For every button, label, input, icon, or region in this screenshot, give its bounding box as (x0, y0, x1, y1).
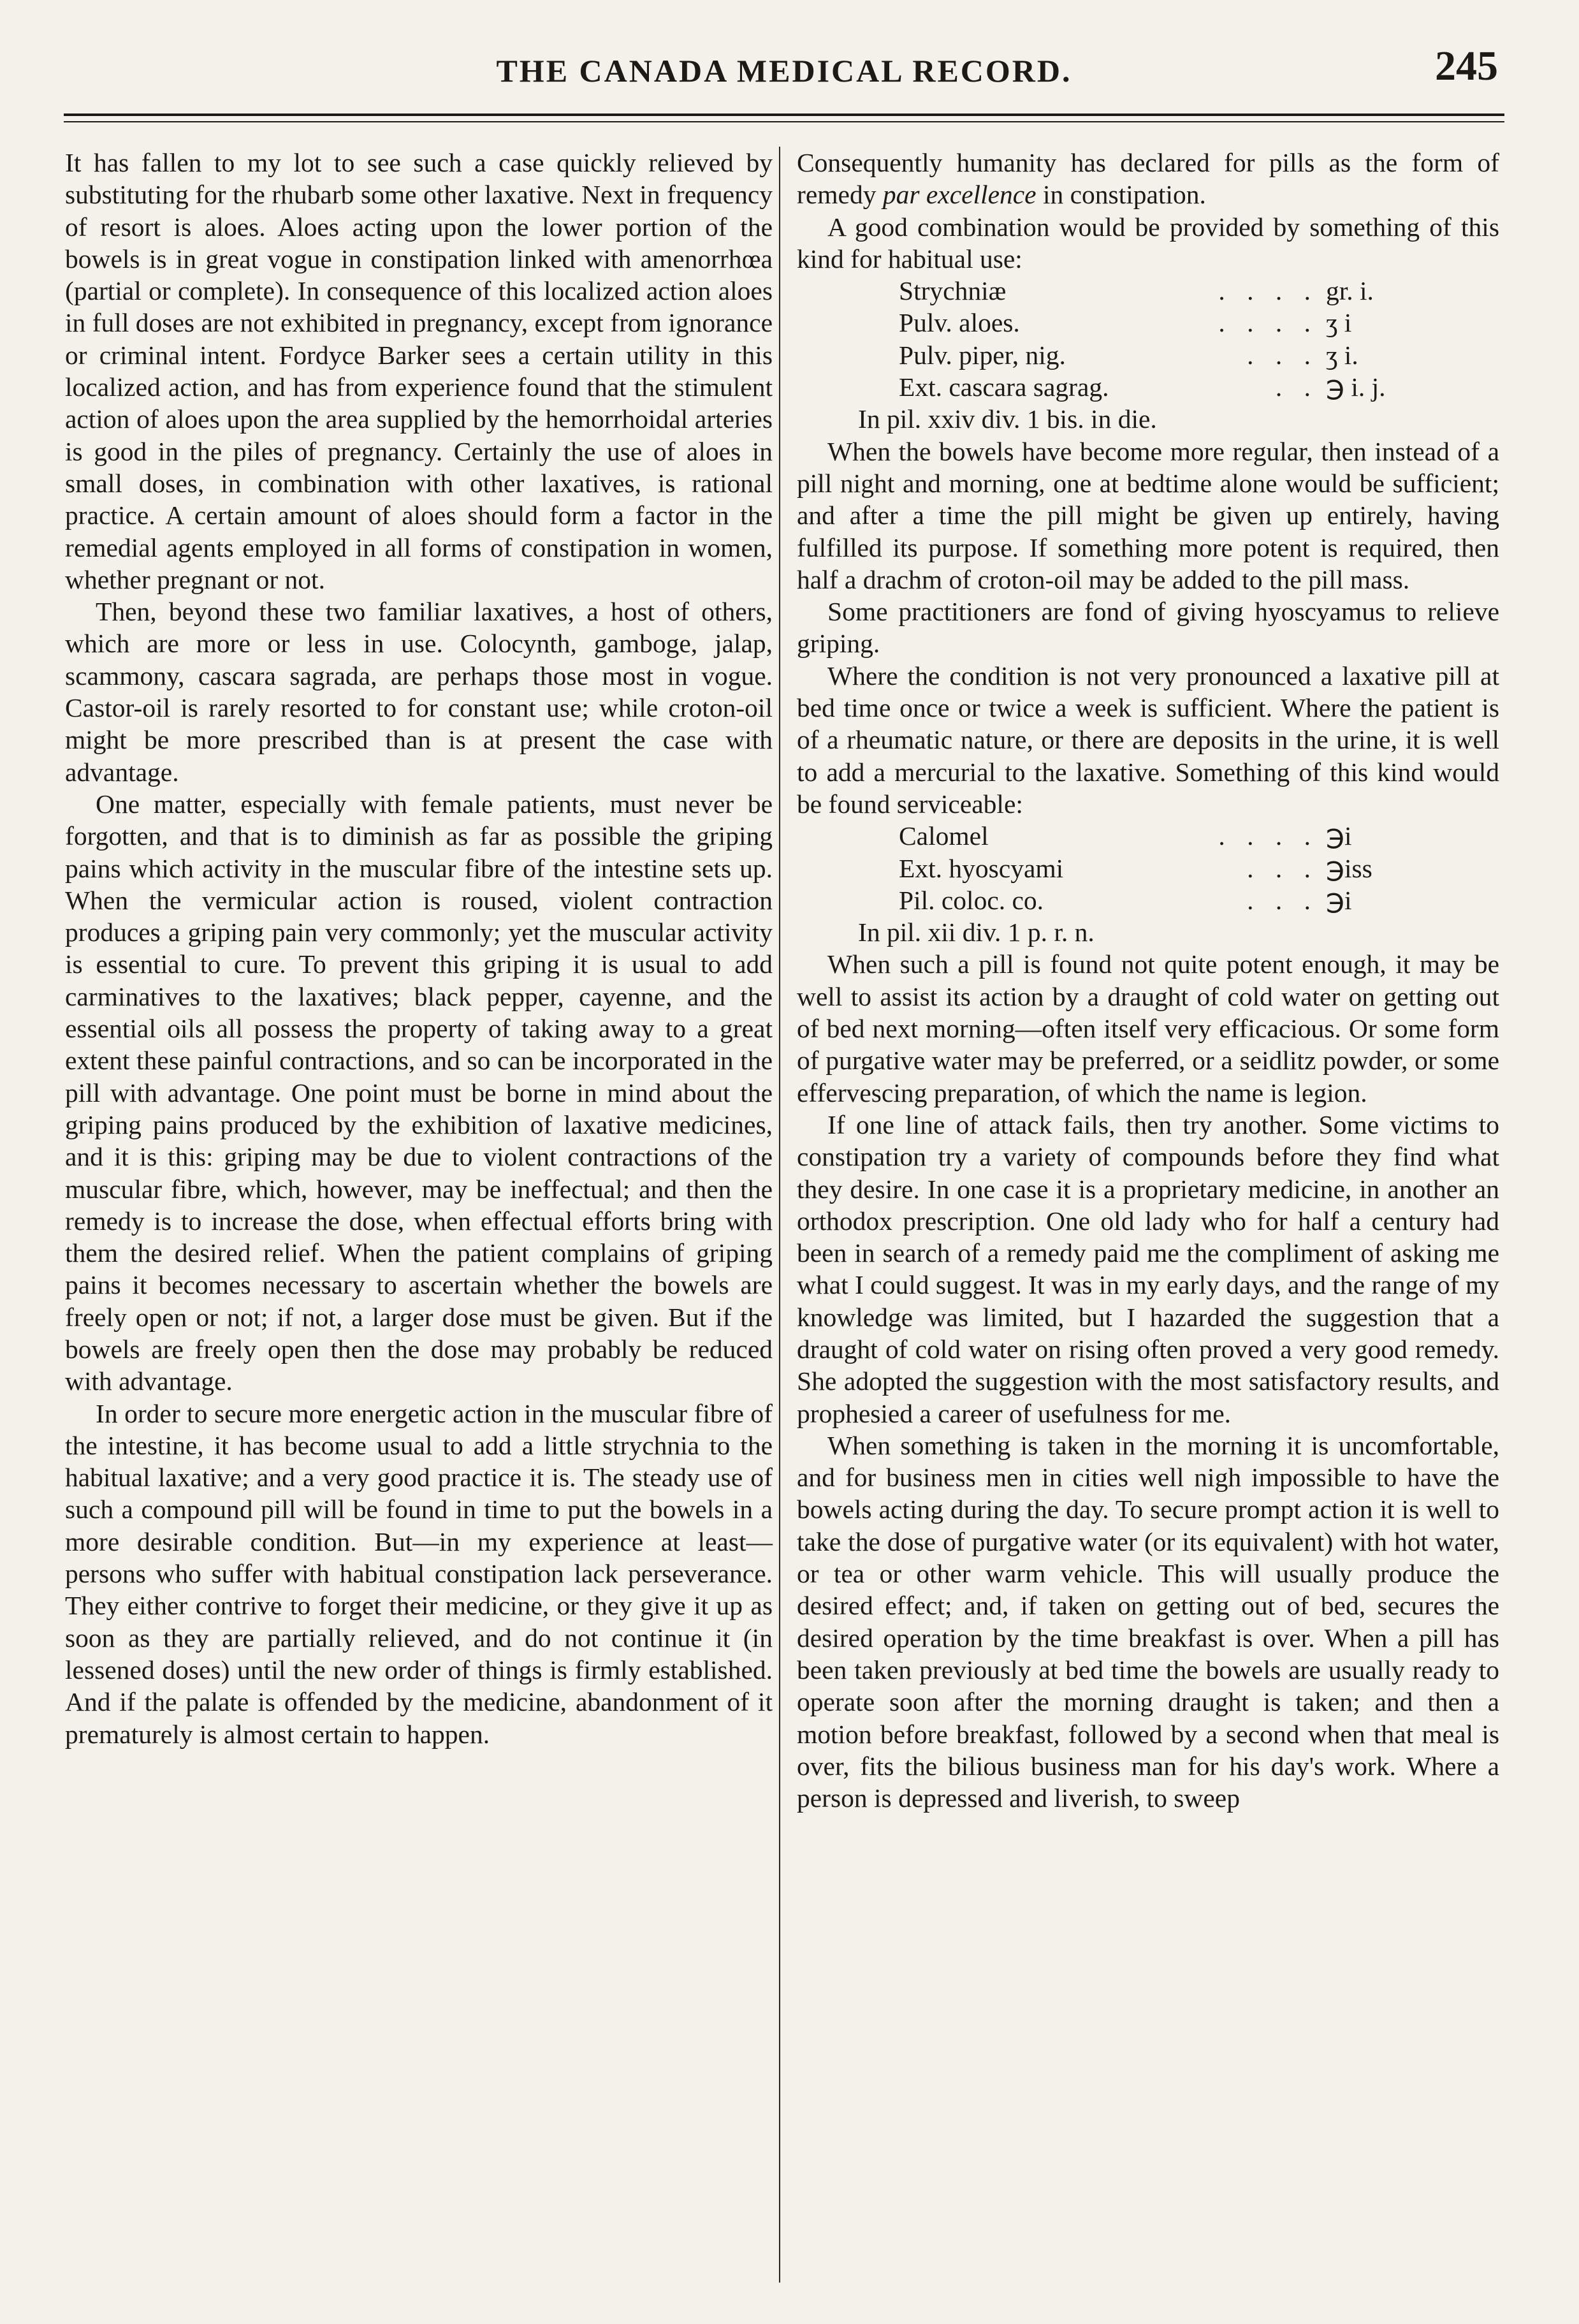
leader-dots: . . . . (1218, 276, 1318, 306)
paragraph: Where the condition is not very pronounced a laxative pill at bed time once or twice a week is sufficient. Where the patient is of a rheumatic nature, or there are deposits in the urine, it is well to add a mercurial to the laxative. Something of this kind would be found serviceable: (797, 661, 1499, 819)
drug-dose: ℈i (1326, 885, 1352, 915)
page-number: 245 (1435, 43, 1498, 89)
leader-dots: . . . (1247, 853, 1318, 883)
prescription-row (899, 371, 1422, 403)
prescription-row (899, 820, 1422, 852)
leader-dots: . . . . (1218, 821, 1318, 851)
prescription-row (899, 852, 1422, 884)
header-rule-thin (64, 121, 1504, 122)
drug-name: Strychniæ (899, 276, 1007, 306)
drug-name: Ext. hyoscyami (899, 853, 1064, 883)
paragraph-text: in constipation. (1036, 180, 1206, 210)
prescription-row (899, 307, 1422, 339)
paragraph: One matter, especially with female patients, must never be forgotten, and that is to diminish as far as possible the griping pains which activity in the muscular fibre of the intestine sets up. When the vermicular action is roused, violent contraction produces a griping pain very commonly; yet the muscular activity is essential to cure. To prevent this griping it is usual to add carminatives to the laxatives; black pepper, cayenne, and the essential oils all possess the property of taking away to a great extent these painful contractions, and so can be incorporated in the pill with advantage. One point must be borne in mind about the griping pains produced by the exhibition of laxative medicines, and it is this: griping may be due to violent contractions of the muscular fibre, which, however, may be ineffectual; and then the remedy is to increase the dose, when effectual efforts bring with them the desired relief. When the patient complains of griping pains it becomes necessary to ascertain whether the bowels are freely open or not; if not, a larger dose must be given. But if the bowels are freely open then the dose may probably be reduced with advantage. (65, 789, 773, 1396)
prescription-directions: In pil. xii div. 1 p. r. n. (858, 917, 1095, 947)
column-divider (779, 147, 780, 2283)
drug-dose: ʒ i (1326, 308, 1352, 338)
leader-dots: . . . . (1218, 308, 1318, 338)
paragraph: In order to secure more energetic action in the muscular fibre of the intestine, it has become usual to add a little strychnia to the habitual laxative; and a very good practice it is. The steady use of such a compound pill will be found in time to put the bowels in a more desirable condition. But—in my experience at least—persons who suffer with habitual constipation lack perseverance. They either contrive to forget their medicine, or they give it up as soon as they are partially relieved, and do not continue it (in lessened doses) until the new order of things is firmly established. And if the palate is offended by the medicine, abandonment of it prematurely is almost certain to happen. (65, 1398, 773, 1749)
drug-dose: ℈i (1326, 821, 1352, 851)
paragraph: If one line of attack fails, then try another. Some victims to constipation try a variety of compounds before they find what they desire. In one case it is a proprietary medicine, in another an orthodox prescription. One old lady who for half a century had been in search of a remedy paid me the compliment of asking me what I could suggest. It was in my early days, and the range of my knowledge was limited, but I hazarded the suggestion that a draught of cold water on rising often proved a very good remedy. She adopted the suggestion with the most satisfactory results, and prophesied a career of usefulness for me. (797, 1109, 1499, 1428)
prescription-row (899, 339, 1422, 371)
running-title: THE CANADA MEDICAL RECORD. (496, 53, 1072, 89)
drug-name: Pil. coloc. co. (899, 885, 1044, 915)
prescription-directions: In pil. xxiv div. 1 bis. in die. (858, 404, 1157, 434)
header-rule (64, 113, 1504, 116)
italic-phrase: par excellence (882, 180, 1037, 210)
prescription-2 (797, 820, 1499, 916)
paragraph (797, 147, 1499, 211)
drug-dose: gr. i. (1326, 276, 1374, 306)
paragraph: When the bowels have become more regular, then instead of a pill night and morning, one at bedtime alone would be sufficient; and after a time the pill might be given up entirely, having fulfilled its purpose. If something more potent is required, then half a drachm of croton-oil may be added to the pill mass. (797, 436, 1499, 594)
leader-dots: . . . (1247, 885, 1318, 915)
paragraph: When such a pill is found not quite potent enough, it may be well to assist its action by a draught of cold water on getting out of bed next morning—often itself very efficacious. Or some form of purgative water may be preferred, or a seidlitz powder, or some effervescing preparation, of which the name is legion. (797, 949, 1499, 1107)
page-header (57, 38, 1511, 108)
paragraph: When something is taken in the morning it is uncomfortable, and for business men in cities well nigh impossible to have the bowels acting during the day. To secure prompt action it is well to take the dose of purgative water (or its equivalent) with hot water, or tea or other warm vehicle. This will usually produce the desired effect; and, if taken on getting out of bed, secures the desired operation by the time breakfast is over. When a pill has been taken previously at bed time the bowels are usually ready to operate soon after the morning draught is taken; and then a motion before breakfast, followed by a second when that meal is over, fits the bilious business man for his day's work. Where a person is depressed and liverish, to sweep (797, 1430, 1499, 1813)
drug-name: Ext. cascara sagrag. (899, 372, 1109, 402)
drug-name: Pulv. aloes. (899, 308, 1020, 338)
paragraph: Some practitioners are fond of giving hyoscyamus to relieve griping. (797, 597, 1499, 659)
paragraph-text: Consequently humanity has declared for pills as the form of remedy (797, 148, 1499, 210)
paragraph: A good combination would be provided by something of this kind for habitual use: (797, 212, 1499, 274)
drug-dose: ʒ i. (1326, 340, 1358, 370)
paragraph: It has fallen to my lot to see such a case quickly relieved by substituting for the rhubarb some other laxative. Next in frequency of resort is aloes. Aloes acting upon the lower portion of the bowels is in great vogue in constipation linked with amenorrhœa (partial or complete). In consequence of this localized action aloes in full doses are not exhibited in pregnancy, except from ignorance or criminal intent. Fordyce Barker sees a certain utility in this localized action, and has from experience found that the stimulent action of aloes upon the area supplied by the hemorrhoidal arteries is good in the piles of pregnancy. Certainly the use of aloes in small doses, in combination with other laxatives, is rational practice. A certain amount of aloes should form a factor in the remedial agents employed in all forms of constipation in women, whether pregnant or not. (65, 148, 773, 594)
drug-name: Calomel (899, 821, 989, 851)
leader-dots: . . (1275, 372, 1318, 402)
prescription-row (899, 884, 1422, 916)
drug-dose: ℈ i. j. (1326, 372, 1386, 402)
paragraph: Then, beyond these two familiar laxatives, a host of others, which are more or less in use. Colocynth, gamboge, jalap, scammony, cascara sagrada, are perhaps those most in vogue. Castor-oil is rarely resorted to for constant use; while croton-oil might be more prescribed than is at present the case with advantage. (65, 597, 773, 787)
left-column (65, 147, 773, 1750)
prescription-1 (797, 275, 1499, 403)
drug-name: Pulv. piper, nig. (899, 340, 1066, 370)
drug-dose: ℈iss (1326, 853, 1372, 883)
prescription-row (899, 275, 1422, 307)
right-column (797, 147, 1499, 1814)
leader-dots: . . . (1247, 340, 1318, 370)
